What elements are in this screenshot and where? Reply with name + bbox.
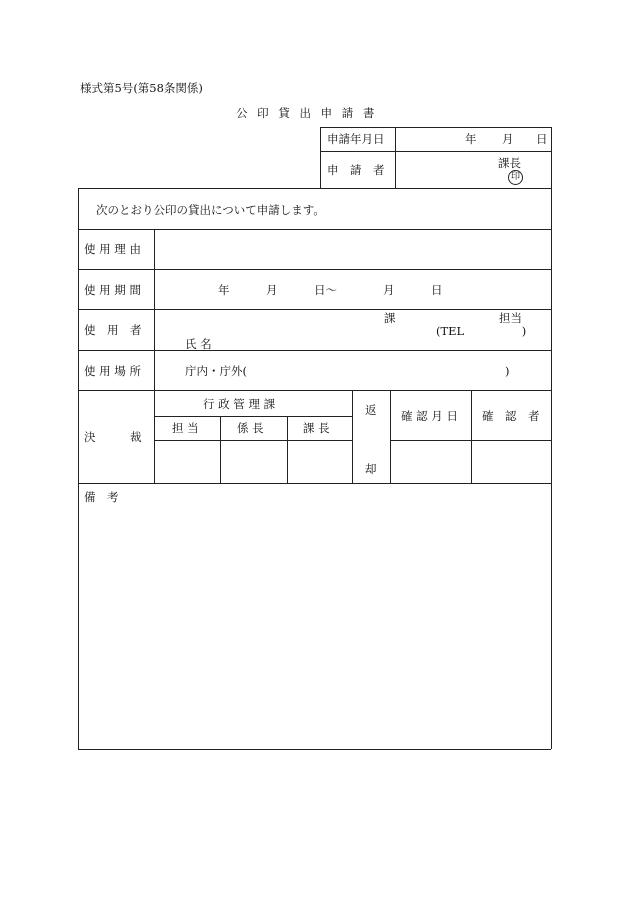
confirm-date-field[interactable] xyxy=(391,441,470,482)
applicant-label: 申 請 者 xyxy=(327,163,385,177)
application-date-month: 月 xyxy=(502,132,514,146)
application-statement: 次のとおり公印の貸出について申請します。 xyxy=(96,203,325,217)
usage-period-year: 年 xyxy=(218,283,230,297)
user-in-charge: 担当 xyxy=(499,311,522,325)
usage-period-label: 使 用 期 間 xyxy=(84,283,141,297)
user-tel: (TEL ) xyxy=(436,324,527,338)
usage-reason-label: 使 用 理 由 xyxy=(84,242,141,256)
confirmer-field[interactable] xyxy=(472,441,550,482)
return-label-bottom: 却 xyxy=(365,462,377,476)
applicant-seal: 印 xyxy=(508,170,523,185)
usage-period-month-to: 月 xyxy=(383,283,395,297)
chief-stamp-box[interactable] xyxy=(221,441,286,482)
usage-period-day-to: 日 xyxy=(431,283,443,297)
usage-period-day-from: 日〜 xyxy=(314,283,337,297)
usage-place-value: 庁内・庁外( xyxy=(185,364,247,378)
remarks-label: 備 考 xyxy=(84,490,119,504)
application-date-day: 日 xyxy=(536,132,548,146)
in-charge-label: 担 当 xyxy=(172,421,199,435)
return-label-top: 返 xyxy=(365,403,377,417)
usage-reason-field[interactable] xyxy=(162,242,542,256)
usage-period-month: 月 xyxy=(266,283,278,297)
usage-place-close: ) xyxy=(505,364,510,378)
form-number: 様式第5号(第58条関係) xyxy=(80,81,203,95)
admin-dept-label: 行 政 管 理 課 xyxy=(203,397,276,411)
in-charge-stamp-box[interactable] xyxy=(155,441,219,482)
application-date-year: 年 xyxy=(465,132,477,146)
confirm-date-label: 確 認 月 日 xyxy=(401,409,458,423)
form-title: 公 印 貸 出 申 請 書 xyxy=(236,106,378,120)
section-chief-stamp-box[interactable] xyxy=(288,441,351,482)
chief-label: 係 長 xyxy=(237,421,264,435)
applicant-section-chief: 課長 xyxy=(498,156,521,170)
user-label: 使 用 者 xyxy=(84,323,142,337)
application-date-label: 申請年月日 xyxy=(327,132,385,146)
decision-label: 決 裁 xyxy=(84,430,142,444)
section-chief-label: 課 長 xyxy=(303,421,330,435)
confirmer-label: 確 認 者 xyxy=(482,409,540,423)
remarks-field[interactable] xyxy=(79,508,550,748)
user-section: 課 xyxy=(384,311,396,325)
usage-place-label: 使 用 場 所 xyxy=(84,364,141,378)
user-name-label: 氏 名 xyxy=(185,337,212,351)
